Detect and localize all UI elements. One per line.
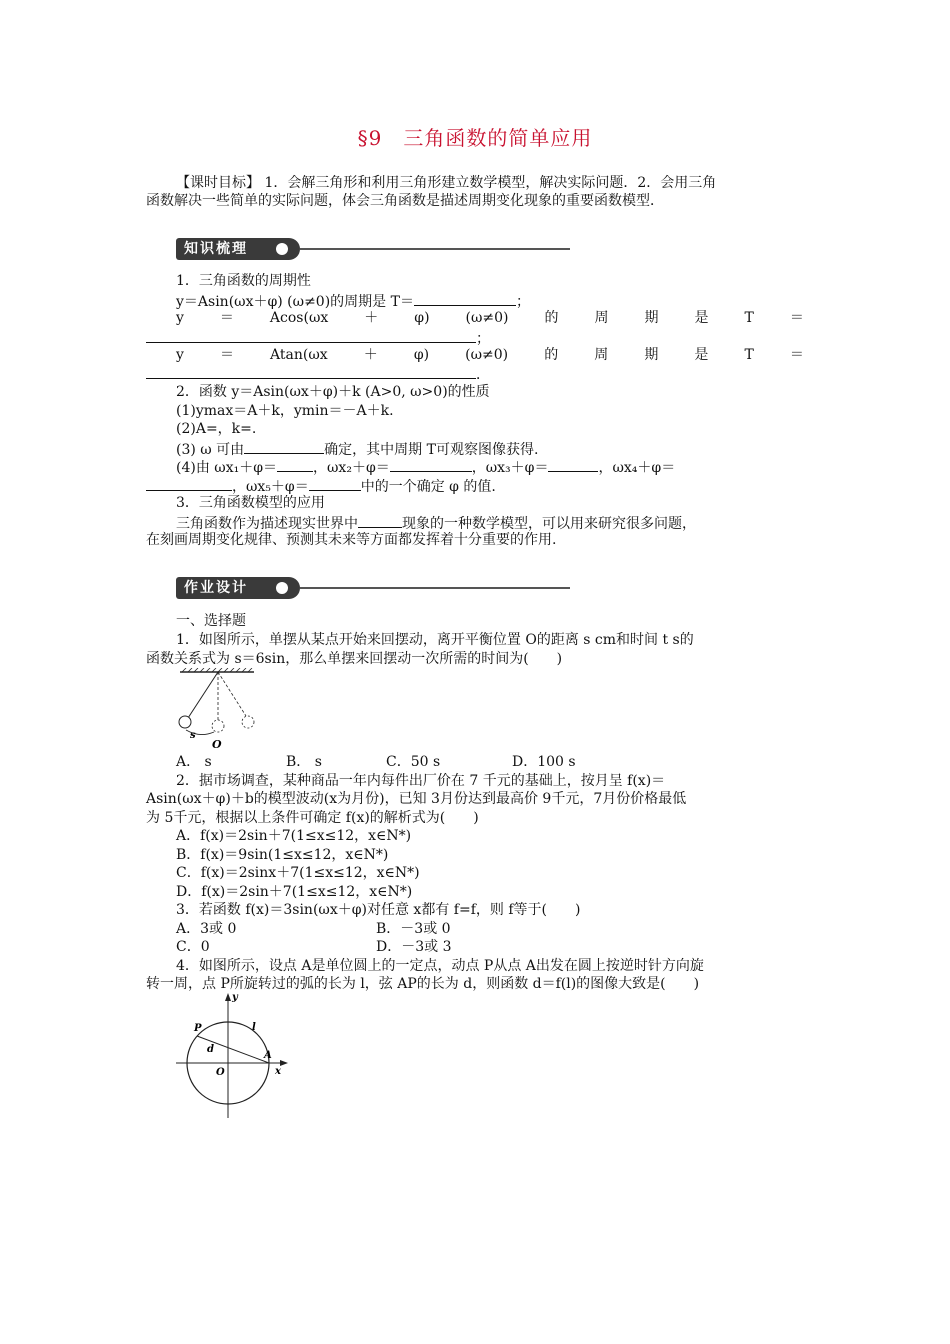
period-tan-line bbox=[176, 346, 804, 364]
option-d[interactable]: D．f(x)＝2sin＋7(1≤x≤12，x∈N*) bbox=[176, 884, 413, 900]
question-4-line-2: 转一周，点 P所旋转过的弧的长为 l，弦 AP的长为 d，则函数 d＝f(l)的图像大致是( ) bbox=[146, 976, 700, 992]
period-word: Acos(ωx bbox=[269, 310, 329, 326]
property-3 bbox=[176, 439, 538, 459]
property-4-part: ，ωx₄＋φ＝ bbox=[598, 460, 676, 476]
question-1-line-2: 函数关系式为 s＝6sin，那么单摆来回摆动一次所需的时间为( ) bbox=[146, 651, 563, 667]
period-word: φ) bbox=[414, 310, 430, 326]
option-c[interactable]: C．0 bbox=[176, 939, 210, 955]
question-2-line-3: 为 5千元，根据以上条件可确定 f(x)的解析式为( ) bbox=[146, 810, 479, 826]
answer-blank bbox=[548, 457, 598, 472]
pendulum-bob bbox=[179, 716, 191, 728]
punct: ． bbox=[476, 367, 490, 383]
question-2-line-1: 2．据市场调查，某种商品一年内每件出厂价在 7 千元的基础上，按月呈 f(x)＝ bbox=[176, 773, 666, 789]
label-x: x bbox=[275, 1066, 281, 1077]
property-4 bbox=[176, 457, 675, 477]
section-banner-knowledge bbox=[176, 238, 576, 260]
period-word: φ) bbox=[413, 347, 430, 363]
period-word: y bbox=[176, 347, 184, 363]
label-o: O bbox=[216, 1067, 225, 1078]
swing-line bbox=[218, 672, 246, 716]
bullet-dot-icon bbox=[276, 243, 288, 255]
option-c[interactable]: C．f(x)＝2sinx＋7(1≤x≤12，x∈N*) bbox=[176, 865, 420, 881]
section-banner-homework bbox=[176, 577, 576, 599]
period-word: 期 bbox=[644, 310, 659, 326]
question-2-line-2: Asin(ωx＋φ)＋b的模型波动(x为月份)，已知 3月份达到最高价 9千元，7月份价格最低 bbox=[146, 791, 687, 807]
x-arrow-icon bbox=[280, 1060, 288, 1066]
property-2: (2)A=，k=. bbox=[176, 421, 257, 437]
period-word: ＝ bbox=[219, 347, 234, 363]
period-cos-line bbox=[176, 309, 804, 327]
period-word: 的 bbox=[544, 347, 559, 363]
swing-bob bbox=[242, 716, 254, 728]
property-3-start: (3) ω 可由 bbox=[176, 442, 245, 458]
knowledge-heading-1: 1．三角函数的周期性 bbox=[176, 273, 311, 289]
objective-line-1: 【课时目标】 1．会解三角形和利用三角形建立数学模型，解决实际问题．2．会用三角 bbox=[176, 175, 717, 191]
label-l: l bbox=[252, 1022, 256, 1033]
period-word: 的 bbox=[544, 310, 559, 326]
period-word: ＝ bbox=[789, 310, 804, 326]
part-heading: 一、选择题 bbox=[176, 613, 246, 629]
period-word: (ω≠0) bbox=[465, 310, 509, 326]
application-line-1 bbox=[176, 513, 696, 533]
period-sin-text: y＝Asin(ωx＋φ) (ω≠0)的周期是 T＝ bbox=[176, 294, 414, 310]
period-sin-line bbox=[176, 291, 530, 311]
option-c[interactable]: C．50 s bbox=[386, 754, 441, 770]
label-s: s bbox=[190, 730, 196, 741]
period-word: T bbox=[744, 347, 754, 363]
period-word: ＝ bbox=[789, 347, 804, 363]
unit-circle-figure bbox=[172, 990, 296, 1120]
option-d[interactable]: D．100 s bbox=[512, 754, 576, 770]
period-word: 是 bbox=[694, 310, 709, 326]
divider bbox=[300, 587, 570, 589]
option-b[interactable]: B．－3或 0 bbox=[376, 921, 451, 937]
property-4-part: ，ωx₃＋φ＝ bbox=[471, 460, 549, 476]
answer-blank bbox=[414, 291, 516, 306]
period-word: (ω≠0) bbox=[465, 347, 509, 363]
knowledge-heading-3: 3．三角函数模型的应用 bbox=[176, 495, 325, 511]
period-word: ＝ bbox=[219, 310, 234, 326]
application-part: 三角函数作为描述现实世界中 bbox=[176, 516, 358, 532]
period-word: y bbox=[176, 310, 184, 326]
answer-blank bbox=[309, 476, 361, 491]
period-word: 是 bbox=[694, 347, 709, 363]
bullet-dot-icon bbox=[276, 582, 288, 594]
application-line-2: 在刻画周期变化规律、预测其未来等方面都发挥着十分重要的作用. bbox=[146, 532, 557, 548]
answer-blank bbox=[390, 457, 472, 472]
period-word: 期 bbox=[644, 347, 659, 363]
y-arrow-icon bbox=[225, 993, 231, 1001]
answer-blank bbox=[244, 439, 324, 454]
property-1: (1)ymax＝A＋k，ymin＝－A＋k. bbox=[176, 403, 394, 419]
page-title: §9 三角函数的简单应用 bbox=[357, 126, 593, 150]
label-d: d bbox=[207, 1044, 214, 1055]
punct: ； bbox=[515, 294, 530, 310]
section-label: 作业设计 bbox=[176, 577, 300, 599]
question-3: 3．若函数 f(x)＝3sin(ωx＋φ)对任意 x都有 f=f，则 f等于( ) bbox=[176, 902, 581, 918]
label-o: O bbox=[212, 738, 222, 751]
option-a[interactable]: A．3或 0 bbox=[176, 921, 237, 937]
period-word: Atan(ωx bbox=[270, 347, 328, 363]
period-word: ＋ bbox=[363, 347, 378, 363]
period-tan-blank-line bbox=[146, 364, 490, 384]
option-a[interactable]: A． s bbox=[176, 754, 212, 770]
property-4-part: (4)由 ωx₁＋φ＝ bbox=[176, 460, 278, 476]
period-word: 周 bbox=[594, 310, 609, 326]
property-5-part: ，ωx₅＋φ＝ bbox=[232, 479, 309, 495]
property-3-end: 确定，其中周期 T可观察图像获得. bbox=[324, 442, 539, 458]
question-1-line-1: 1．如图所示，单摆从某点开始来回摆动，离开平衡位置 O的距离 s cm和时间 t s的 bbox=[176, 632, 694, 648]
label-p: P bbox=[194, 1023, 202, 1034]
option-b[interactable]: B．f(x)＝9sin(1≤x≤12，x∈N*) bbox=[176, 847, 389, 863]
pendulum-string bbox=[188, 672, 218, 718]
question-4-line-1: 4．如图所示，设点 A是单位圆上的一定点，动点 P从点 A出发在圆上按逆时针方向旋 bbox=[176, 958, 704, 974]
option-a[interactable]: A．f(x)＝2sin＋7(1≤x≤12，x∈N*) bbox=[176, 828, 412, 844]
label-a: A bbox=[264, 1050, 272, 1061]
equilibrium-bob bbox=[212, 720, 224, 732]
section-label: 知识梳理 bbox=[176, 238, 300, 260]
application-part: 现象的一种数学模型，可以用来研究很多问题， bbox=[402, 516, 696, 532]
property-5 bbox=[146, 476, 496, 496]
period-word: 周 bbox=[594, 347, 609, 363]
answer-blank bbox=[277, 457, 313, 472]
period-cos-blank-line bbox=[146, 328, 490, 348]
knowledge-heading-2: 2．函数 y＝Asin(ωx＋φ)＋k (A>0, ω>0)的性质 bbox=[176, 384, 490, 400]
property-4-part: ，ωx₂＋φ＝ bbox=[313, 460, 390, 476]
divider bbox=[300, 248, 570, 250]
period-word: ＋ bbox=[364, 310, 379, 326]
period-word: T bbox=[744, 310, 754, 326]
label-y: y bbox=[232, 992, 238, 1003]
answer-blank bbox=[358, 513, 402, 528]
answer-blank bbox=[146, 328, 476, 343]
option-b[interactable]: B． s bbox=[286, 754, 322, 770]
property-5-part: 中的一个确定 φ 的值. bbox=[360, 479, 496, 495]
option-d[interactable]: D．－3或 3 bbox=[376, 939, 452, 955]
pendulum-figure bbox=[172, 668, 262, 752]
answer-blank bbox=[146, 364, 476, 379]
punct: ； bbox=[476, 331, 490, 347]
objective-line-2: 函数解决一些简单的实际问题，体会三角函数是描述周期变化现象的重要函数模型． bbox=[146, 193, 664, 209]
answer-blank bbox=[146, 476, 232, 491]
